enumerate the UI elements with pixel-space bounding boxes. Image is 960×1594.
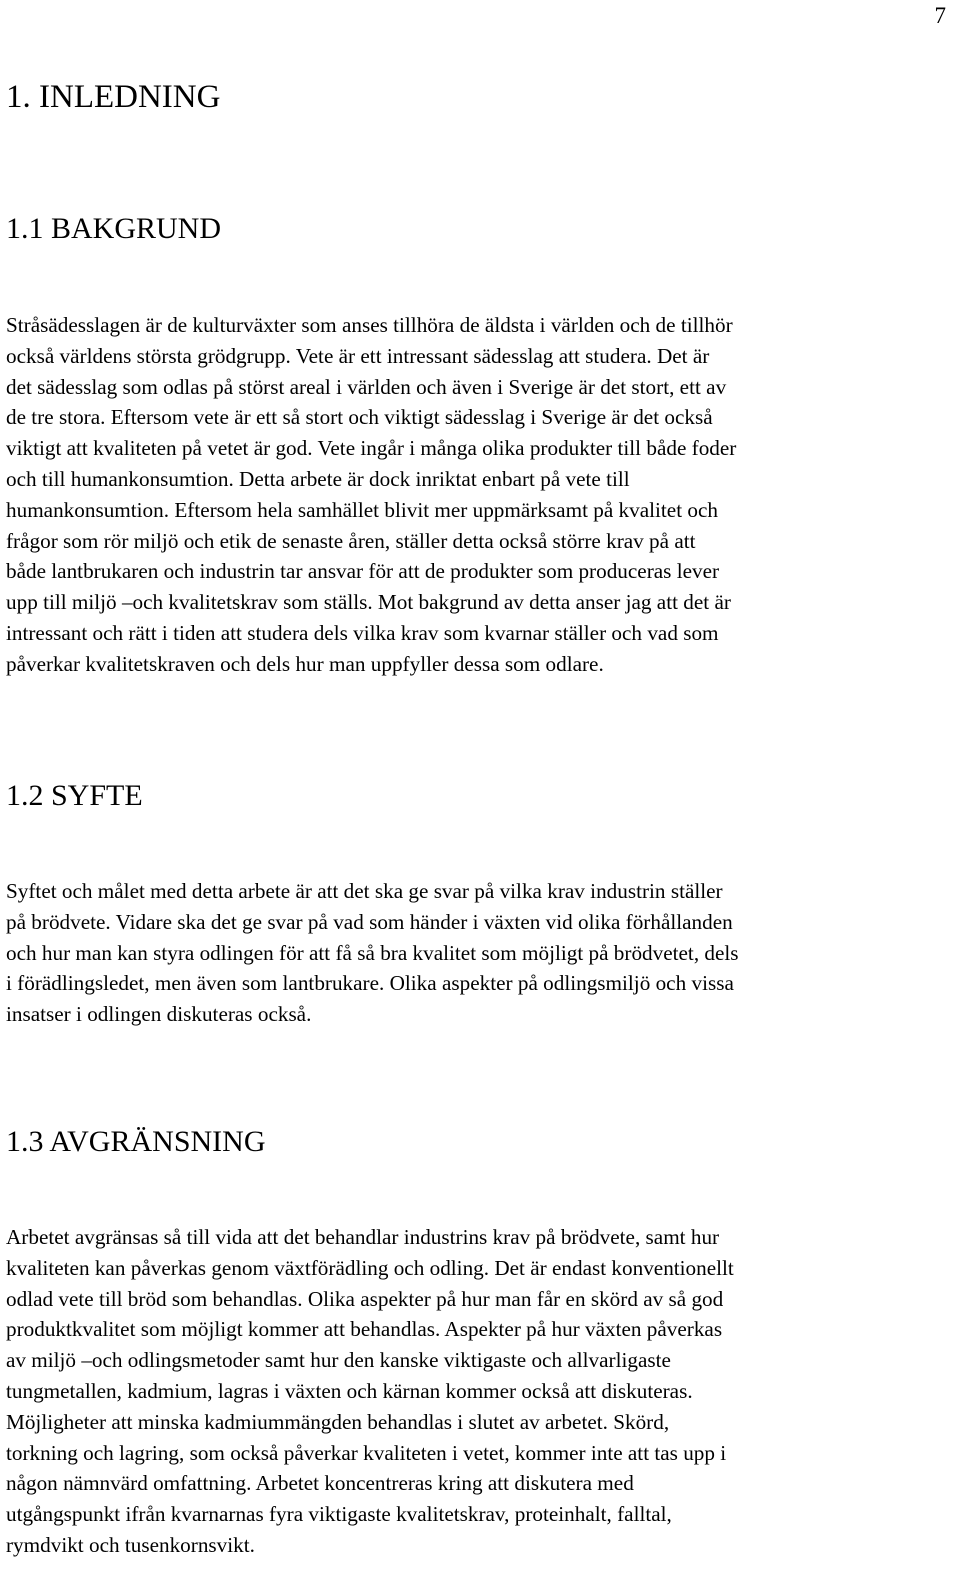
text-line: kvaliteten kan påverkas genom växtförädling och odling. Det är endast konventionellt — [6, 1255, 734, 1280]
text-line: och till humankonsumtion. Detta arbete är dock inriktat enbart på vete till — [6, 466, 630, 491]
text-line: upp till miljö –och kvalitetskrav som ställs. Mot bakgrund av detta anser jag att det är — [6, 590, 731, 615]
text-line: påverkar kvalitetskraven och dels hur man uppfyller dessa som odlare. — [6, 651, 604, 676]
text-line: viktigt att kvaliteten på vetet är god. Vete ingår i många olika produkter till både foder — [6, 436, 737, 461]
text-line: Stråsädesslagen är de kulturväxter som anses tillhöra de äldsta i världen och de tillhör — [6, 313, 733, 337]
text-line: utgångspunkt ifrån kvarnarnas fyra viktigaste kvalitetskrav, proteinhalt, falltal, — [6, 1502, 672, 1527]
text-line: någon nämnvärd omfattning. Arbetet koncentreras kring att diskutera med — [6, 1471, 634, 1496]
text-line: torkning och lagring, som också påverkar kvaliteten i vetet, kommer inte att tas upp i — [6, 1440, 727, 1465]
paragraph-syfte — [6, 876, 946, 1030]
section-heading-syfte: 1.2 SYFTE — [6, 779, 143, 812]
text-line: Möjligheter att minska kadmiummängden behandlas i slutet av arbetet. Skörd, — [6, 1409, 670, 1434]
section-heading-avgransning: 1.3 AVGRÄNSNING — [6, 1125, 266, 1158]
text-line: tungmetallen, kadmium, lagras i växten och kärnan kommer också att diskuteras. — [6, 1378, 693, 1403]
text-line: insatser i odlingen diskuteras också. — [6, 1002, 312, 1027]
text-line: intressant och rätt i tiden att studera dels vilka krav som kvarnar ställer och vad som — [6, 620, 719, 645]
page-number: 7 — [934, 3, 946, 28]
text-line: av miljö –och odlingsmetoder samt hur den kanske viktigaste och allvarligaste — [6, 1348, 671, 1373]
text-line: och hur man kan styra odlingen för att få så bra kvalitet som möjligt på brödvetet, dels — [6, 940, 739, 965]
section-heading-bakgrund: 1.1 BAKGRUND — [6, 212, 222, 245]
text-line: de tre stora. Eftersom vete är ett så stort och viktigt sädesslag i Sverige är det också — [6, 405, 713, 430]
text-line: humankonsumtion. Eftersom hela samhället blivit mer uppmärksamt på kvalitet och — [6, 497, 718, 522]
paragraph-avgransning — [6, 1222, 946, 1561]
chapter-heading: 1. INLEDNING — [6, 79, 221, 115]
text-line: Syftet och målet med detta arbete är att det ska ge svar på vilka krav industrin ställer — [6, 879, 723, 903]
paragraph-bakgrund — [6, 310, 946, 680]
text-line: i förädlingsledet, men även som lantbrukare. Olika aspekter på odlingsmiljö och vissa — [6, 971, 734, 996]
text-line: rymdvikt och tusenkornsvikt. — [6, 1532, 255, 1557]
text-line: på brödvete. Vidare ska det ge svar på vad som händer i växten vid olika förhållanden — [6, 909, 733, 934]
text-line: det sädesslag som odlas på störst areal i världen och även i Sverige är det stort, ett av — [6, 374, 727, 399]
text-line: också världens största grödgrupp. Vete är ett intressant sädesslag att studera. Det är — [6, 343, 710, 368]
text-line: både lantbrukaren och industrin tar ansvar för att de produkter som produceras lever — [6, 559, 720, 584]
text-line: odlad vete till bröd som behandlas. Olika aspekter på hur man får en skörd av så god — [6, 1286, 724, 1311]
text-line: Arbetet avgränsas så till vida att det behandlar industrins krav på brödvete, samt hur — [6, 1225, 720, 1249]
text-line: frågor som rör miljö och etik de senaste åren, ställer detta också större krav på att — [6, 528, 696, 553]
text-line: produktkvalitet som möjligt kommer att behandlas. Aspekter på hur växten påverkas — [6, 1317, 723, 1342]
